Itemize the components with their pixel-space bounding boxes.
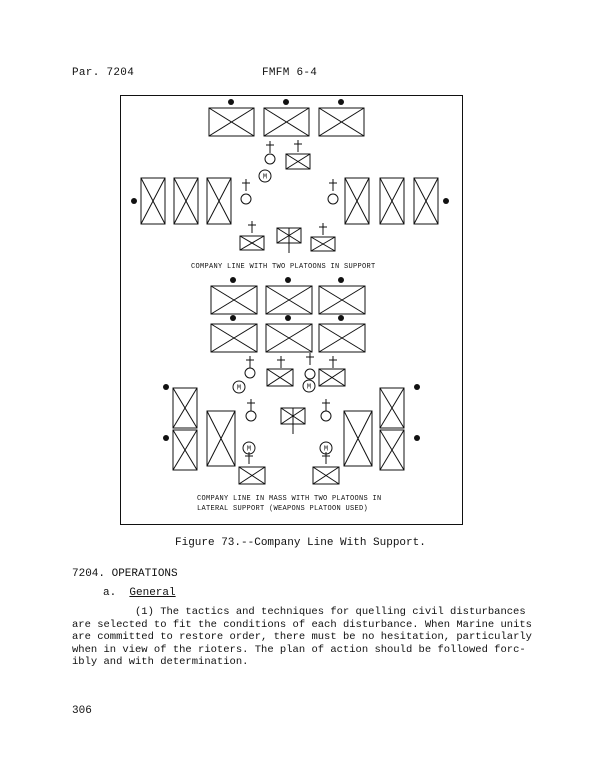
officer-circle bbox=[265, 154, 275, 164]
leader-dot bbox=[338, 315, 344, 321]
leader-dot bbox=[414, 435, 420, 441]
formation-diagram bbox=[121, 96, 464, 526]
leader-dot bbox=[230, 277, 236, 283]
officer-circle bbox=[246, 411, 256, 421]
leader-dot bbox=[338, 99, 344, 105]
leader-dot bbox=[230, 315, 236, 321]
leader-dot bbox=[285, 277, 291, 283]
paragraph-line: are selected to fit the conditions of each disturbance. When Marine units bbox=[72, 618, 532, 631]
caption-lower-line2: LATERAL SUPPORT (WEAPONS PLATOON USED) bbox=[197, 505, 369, 513]
paragraph-line: ibly and with determination. bbox=[72, 656, 249, 668]
officer-circle bbox=[305, 369, 315, 379]
officer-circle bbox=[245, 368, 255, 378]
subsection-heading bbox=[103, 587, 176, 599]
page-number: 306 bbox=[72, 705, 92, 717]
caption-lower-line1: COMPANY LINE IN MASS WITH TWO PLATOONS IN bbox=[197, 495, 382, 503]
leader-dot bbox=[338, 277, 344, 283]
header-center: FMFM 6-4 bbox=[262, 67, 318, 79]
leader-dot bbox=[414, 384, 420, 390]
leader-dot bbox=[163, 435, 169, 441]
marker-letter: M bbox=[262, 173, 268, 182]
officer-circle bbox=[241, 194, 251, 204]
figure-frame bbox=[120, 95, 463, 525]
caption-upper: COMPANY LINE WITH TWO PLATOONS IN SUPPORT bbox=[191, 263, 376, 271]
leader-dot bbox=[228, 99, 234, 105]
figure-title: Figure 73.--Company Line With Support. bbox=[175, 537, 426, 549]
paragraph-line: are committed to restore order, there must be no hesitation, particularly bbox=[72, 631, 532, 643]
leader-dot bbox=[285, 315, 291, 321]
leader-dot bbox=[283, 99, 289, 105]
paragraph-line: when in view of the rioters. The plan of action should be followed forc- bbox=[72, 643, 526, 656]
officer-circle bbox=[321, 411, 331, 421]
leader-dot bbox=[443, 198, 449, 204]
subsection-label: a. bbox=[103, 587, 117, 599]
paragraph bbox=[72, 606, 532, 669]
officer-circle bbox=[328, 194, 338, 204]
paragraph-line: (1) The tactics and techniques for quelling civil disturbances bbox=[135, 606, 526, 618]
marker-letter: M bbox=[306, 383, 312, 392]
marker-letter: M bbox=[236, 384, 242, 393]
leader-dot bbox=[131, 198, 137, 204]
subsection-title: General bbox=[129, 587, 176, 599]
leader-dot bbox=[163, 384, 169, 390]
marker-letter: M bbox=[323, 445, 329, 454]
marker-letter: M bbox=[246, 445, 252, 454]
header-left: Par. 7204 bbox=[72, 67, 135, 79]
section-heading: 7204. OPERATIONS bbox=[72, 568, 178, 580]
